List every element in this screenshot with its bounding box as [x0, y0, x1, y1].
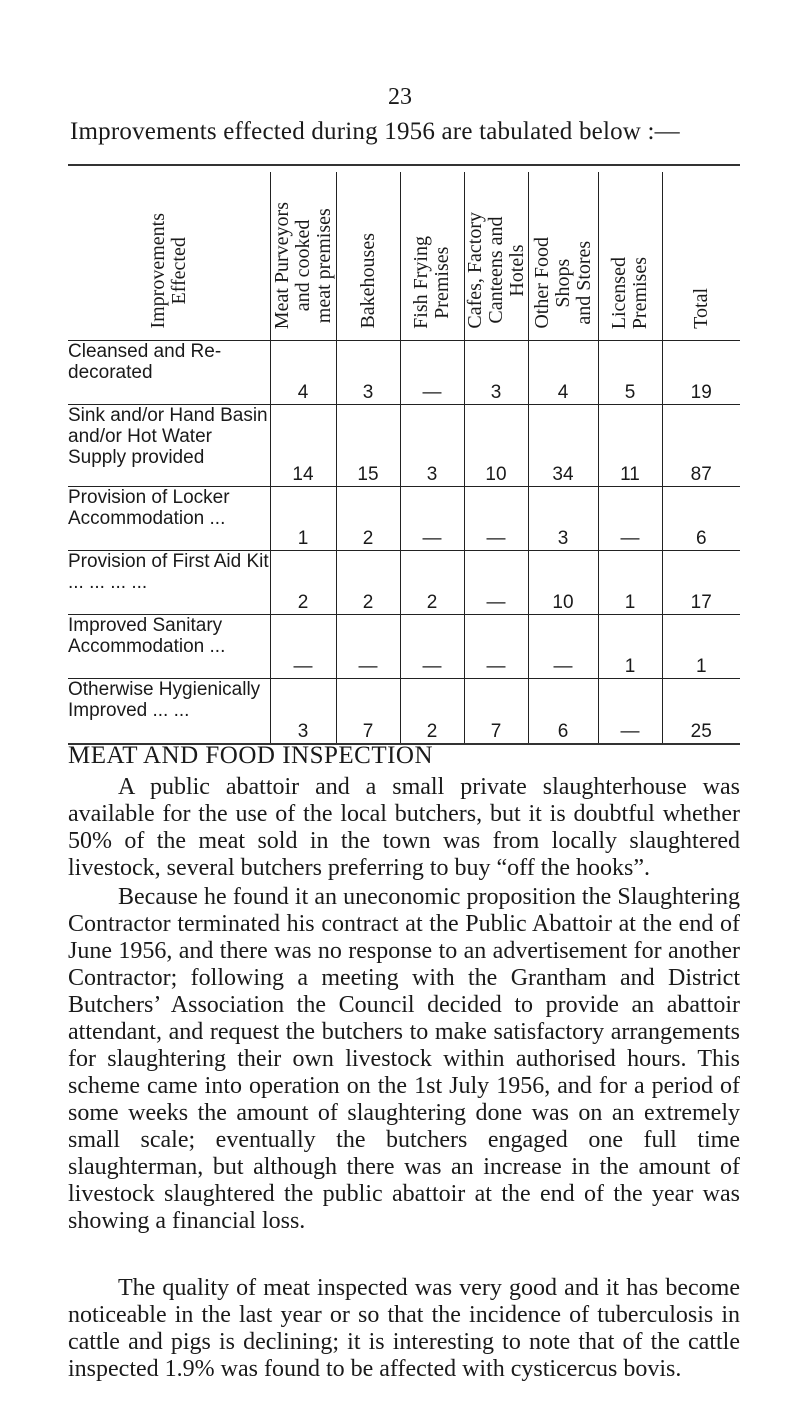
- table-cell: 2: [400, 679, 464, 743]
- table-cell: —: [598, 487, 662, 551]
- table-row: [68, 551, 740, 615]
- table-cell: —: [270, 615, 336, 679]
- row-label: Cleansed and Re-decorated: [68, 341, 270, 405]
- table-top-rule: [68, 164, 740, 166]
- table-cell: 6: [662, 487, 740, 551]
- column-header: Other Food Shops and Stores: [528, 172, 598, 341]
- paragraph: A public abattoir and a small private slaughterhouse was available for the use of the local butchers, but it is doubtful whether 50% of the meat sold in the town was from locally slaughtered livestock, several butchers preferring to buy “off the hooks”.: [68, 774, 740, 881]
- table-cell: 3: [336, 341, 400, 405]
- table-cell: 7: [336, 679, 400, 743]
- table-cell: 17: [662, 551, 740, 615]
- table-cell: 6: [528, 679, 598, 743]
- table-cell: 7: [464, 679, 528, 743]
- table-cell: —: [400, 341, 464, 405]
- table-cell: 2: [336, 551, 400, 615]
- table-cell: 1: [598, 615, 662, 679]
- table-cell: 4: [270, 341, 336, 405]
- table-cell: 2: [400, 551, 464, 615]
- row-label: Otherwise Hygienically Improved ... ...: [68, 679, 270, 743]
- table-cell: 4: [528, 341, 598, 405]
- table-cell: 34: [528, 405, 598, 487]
- table-cell: —: [528, 615, 598, 679]
- table-cell: 10: [464, 405, 528, 487]
- paragraph: Because he found it an uneconomic proposition the Slaughtering Contractor terminated his contract at the Public Abattoir at the end of June 1956, and there was no response to an advertisement for another Contractor; following a meeting with the Grantham and District Butchers’ Association the Council decided to provide an abattoir attendant, and request the butchers to make satisfactory arrangements for slaughtering their own livestock within authorised hours. This scheme came into operation on the 1st July 1956, and for a period of some weeks the amount of slaughtering done was on an extremely small scale; eventually the butchers engaged one full time slaughterman, but although there was an increase in the amount of livestock slaughtered the public abattoir at the end of the year was showing a financial loss.: [68, 884, 740, 1234]
- table-cell: 10: [528, 551, 598, 615]
- table-cell: 11: [598, 405, 662, 487]
- column-header: Improvements Effected: [68, 172, 270, 341]
- table-cell: 19: [662, 341, 740, 405]
- table-row: [68, 405, 740, 487]
- table-row: [68, 679, 740, 743]
- table-cell: 3: [528, 487, 598, 551]
- table-intro: Improvements effected during 1956 are tabulated below :—: [70, 118, 680, 145]
- table-cell: 5: [598, 341, 662, 405]
- row-label: Improved Sanitary Accommodation ...: [68, 615, 270, 679]
- section-title: MEAT AND FOOD INSPECTION: [68, 742, 434, 769]
- table-cell: —: [598, 679, 662, 743]
- improvements-table: [68, 172, 740, 743]
- table-cell: 3: [400, 405, 464, 487]
- column-header: Cafes, Factory Canteens and Hotels: [464, 172, 528, 341]
- table-cell: 2: [270, 551, 336, 615]
- row-label: Provision of Locker Accommodation ...: [68, 487, 270, 551]
- table-cell: 1: [662, 615, 740, 679]
- row-label: Provision of First Aid Kit ... ... ... ...: [68, 551, 270, 615]
- column-header: Total: [662, 172, 740, 341]
- table-header-row: [68, 172, 740, 341]
- table-row: [68, 487, 740, 551]
- table-cell: 1: [598, 551, 662, 615]
- paragraph: The quality of meat inspected was very good and it has become noticeable in the last year or so that the incidence of tuberculosis in cattle and pigs is declining; it is interesting to note that of the cattle inspected 1.9% was found to be affected with cysticercus bovis.: [68, 1275, 740, 1382]
- table-cell: 1: [270, 487, 336, 551]
- column-header: Bakehouses: [336, 172, 400, 341]
- column-header: Fish Frying Premises: [400, 172, 464, 341]
- column-header: Meat Purveyors and cooked meat premises: [270, 172, 336, 341]
- table-cell: 3: [464, 341, 528, 405]
- table-cell: 14: [270, 405, 336, 487]
- table-cell: —: [400, 615, 464, 679]
- table-cell: 25: [662, 679, 740, 743]
- page-number: 23: [388, 84, 412, 110]
- table-row: [68, 341, 740, 405]
- table-cell: —: [464, 551, 528, 615]
- table-row: [68, 615, 740, 679]
- table-cell: —: [464, 615, 528, 679]
- column-header: Licensed Premises: [598, 172, 662, 341]
- row-label: Sink and/or Hand Basin and/or Hot Water Supply provided: [68, 405, 270, 487]
- table-cell: 3: [270, 679, 336, 743]
- table-cell: —: [336, 615, 400, 679]
- table-cell: 15: [336, 405, 400, 487]
- table-cell: 87: [662, 405, 740, 487]
- table-cell: 2: [336, 487, 400, 551]
- table-cell: —: [464, 487, 528, 551]
- table-cell: —: [400, 487, 464, 551]
